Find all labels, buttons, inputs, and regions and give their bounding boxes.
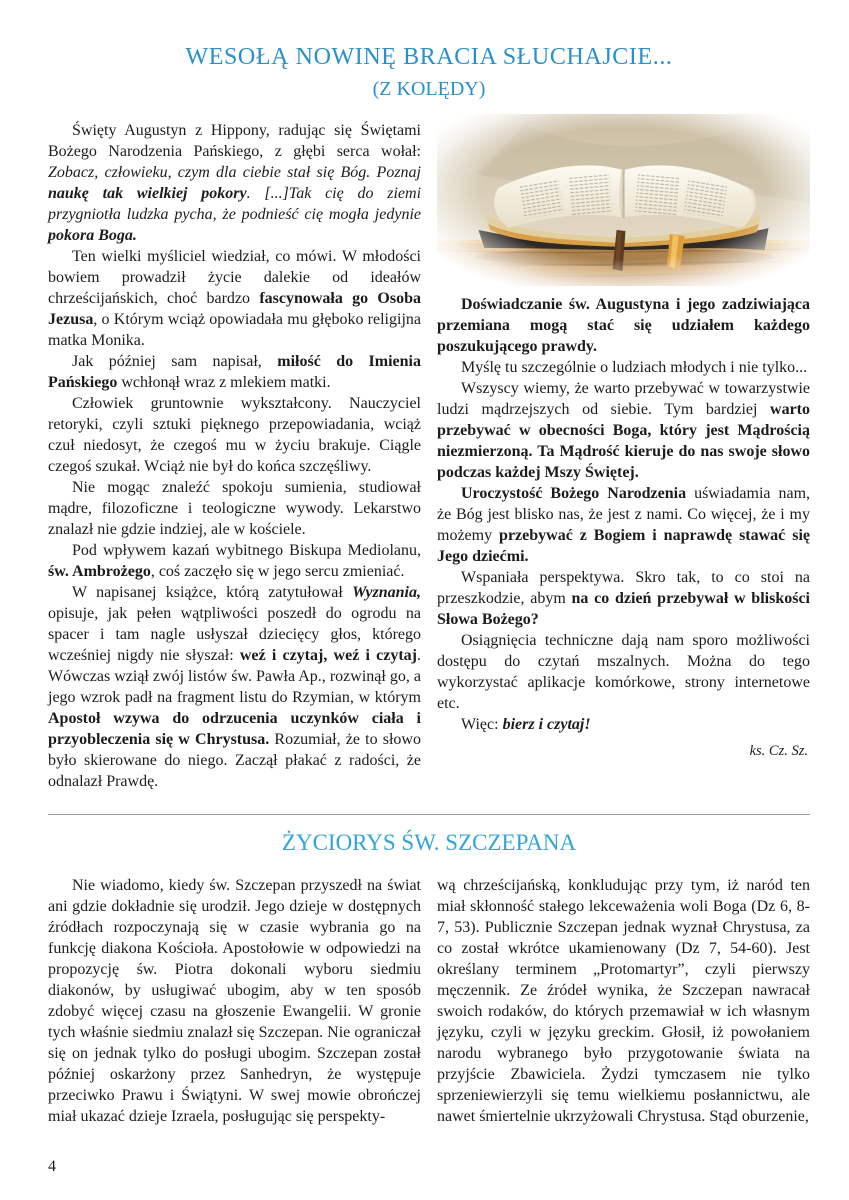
open-bible-image	[437, 114, 810, 286]
section1-left-column	[48, 120, 421, 792]
text-run: fascynowała go Osoba Jezusa	[48, 290, 421, 328]
section-divider	[48, 814, 810, 815]
text-run: Pod wpływem kazań wybitnego Biskupa Mediolanu,	[72, 542, 421, 559]
paragraph	[48, 120, 421, 246]
text-run: Zobacz, człowieku, czym dla ciebie stał się Bóg. Poznaj	[48, 164, 421, 181]
signature: ks. Cz. Sz.	[749, 743, 808, 759]
section2-columns	[48, 875, 810, 1127]
text-run: uświadamia nam, że Bóg jest blisko nas, że jest z nami. Co więcej, że i my możemy	[437, 485, 811, 544]
text-run: Więc:	[461, 716, 503, 733]
paragraph	[437, 567, 810, 630]
paragraph	[437, 378, 810, 483]
text-run: . [...]Tak cię do ziemi przygniotła ludzka pycha, że podnieść cię mogła jedynie	[48, 185, 422, 223]
text-run: , o Którym wciąż opowiadała mu głęboko religijna matka Monika.	[48, 311, 421, 349]
text-run: wchłonął wraz z mlekiem matki.	[117, 374, 331, 391]
text-run: Jak później sam napisał,	[72, 353, 278, 370]
section2-right-column	[437, 875, 810, 1127]
paragraph	[48, 246, 421, 351]
text-run: naukę tak wielkiej pokory	[48, 185, 247, 202]
text-run: Święty Augustyn z Hippony, radując się Świętami Bożego Narodzenia Pańskiego, z głębi serca wołał:	[48, 122, 421, 160]
paragraph	[437, 294, 810, 357]
section1-subtitle: (Z KOLĘDY)	[372, 78, 486, 100]
section2-left-column	[48, 875, 421, 1127]
page-number: 4	[48, 1158, 56, 1175]
text-run: Człowiek gruntownie wykształcony. Nauczyciel retoryki, czyli sztuki pięknego przepowiadania, wciąż czuł niedosyt, że czegoś mu w życiu brakuje. Ciągle czegoś szukał. Wciąż nie był do końca szczęśliwy.	[48, 395, 421, 475]
text-run: Myślę tu szczególnie o ludziach młodych i nie tylko...	[461, 359, 808, 376]
section1-header	[48, 42, 810, 102]
text-run: Osiągnięcia techniczne dają nam sporo możliwości dostępu do czytań mszalnych. Można do tego wykorzystać aplikacje komórkowe, strony internetowe etc.	[437, 632, 810, 712]
text-run: Wyznania,	[352, 584, 421, 601]
text-run: Uroczystość Bożego Narodzenia	[461, 485, 687, 502]
text-run: Nie mogąc znaleźć spokoju sumienia, studiował mądre, filozoficzne i teologiczne wywody. Lekarstwo znalazł nie gdzie indziej, ale w kościele.	[48, 479, 421, 538]
paragraph	[48, 477, 421, 540]
paragraph	[48, 540, 421, 582]
text-run: na co dzień przebywał w bliskości Słowa Bożego?	[437, 590, 810, 628]
paragraph	[437, 357, 810, 378]
text-run: W napisanej książce, którą zatytułował	[72, 584, 353, 601]
paragraph	[48, 393, 421, 477]
paragraph	[437, 630, 810, 714]
paragraph	[437, 875, 810, 1127]
open-bible-illustration	[437, 114, 810, 286]
section1-columns	[48, 120, 810, 792]
text-run: , coś zaczęło się w jego sercu zmieniać.	[150, 563, 405, 580]
paragraph	[437, 714, 810, 735]
text-run: Rozumiał, że to słowo było skierowane do niego. Zaczął płakać z radości, że odnalazł Prawdę.	[48, 731, 421, 790]
paragraph	[437, 483, 810, 567]
text-run: Wszyscy wiemy, że warto przebywać w towarzystwie ludzi mądrzejszych od siebie. Tym bardziej	[437, 380, 810, 418]
text-run: warto przebywać w obecności Boga, który jest Mądrością niezmierzoną. Ta Mądrość kieruje do nas swoje słowo podczas każdej Mszy Świętej.	[437, 401, 810, 481]
text-run: bierz i czytaj!	[502, 716, 591, 733]
section1-title: WESOŁĄ NOWINĘ BRACIA SŁUCHAJCIE...	[185, 44, 673, 70]
text-run: Wspaniała perspektywa. Skro tak, to co stoi na przeszkodzie, abym	[437, 569, 810, 607]
paragraph	[48, 582, 421, 792]
paragraph	[48, 875, 421, 1127]
text-run: . Wówczas wziął zwój listów św. Pawła Ap., rozwinął go, a jego wzrok padł na fragment listu do Rzymian, w którym	[48, 647, 422, 706]
text-run: Nie wiadomo, kiedy św. Szczepan przyszedł na świat ani gdzie dokładnie się urodził. Jego dzieje w dostępnych źródłach rozpoczynają się w czasie wybrania go na funkcję diakona Kościoła. Apostołowie w odpowiedzi na propozycję św. Piotra dokonali wyboru siedmiu diakonów, by usługiwać ubogim, aby w ten sposób zdobyć więcej czasu na głoszenie Ewangelii. W gronie tych właśnie siedmiu znalazł się Szczepan. Nie ograniczał się on jednak tylko do posługi ubogim. Szczepan został później oskarżony przez Sanhedryn, że występuje przeciwko Prawu i Świątyni. W swej mowie obrończej miał ukazać dzieje Izraela, posługując się perspekty-	[48, 877, 421, 1125]
text-run: przebywać z Bogiem i naprawdę stawać się Jego dziećmi.	[437, 527, 811, 565]
text-run: Apostoł wzywa do odrzucenia uczynków ciała i przyobleczenia się w Chrystusa.	[48, 710, 421, 748]
text-run: św. Ambrożego	[48, 563, 151, 580]
text-run: wą chrześcijańską, konkludując przy tym, iż naród ten miał skłonność stałego lekceważenia woli Boga (Dz 6, 8-7, 53). Publicznie Szczepan jednak wyznał Chrystusa, za co został wkrótce ukamienowany (Dz 7, 54-60). Jest określany terminem „Protomartyr”, czyli pierwszy męczennik. Ze źródeł wynika, że Szczepan nawracał swoich rodaków, do których przemawiał w ich własnym języku, czyli w języku greckim. Głosił, iż powołaniem narodu wybranego było przygotowanie świata na przyjście Zbawiciela. Żydzi tymczasem nie tylko sprzeniewierzyli się temu wielkiemu posłannictwu, ale nawet śmiertelnie ukrzyżowali Chrystusa. Stąd oburzenie,	[437, 877, 810, 1125]
text-run: Doświadczanie św. Augustyna i jego zadziwiająca przemiana mogą stać się udziałem każdego poszukującego prawdy.	[437, 296, 810, 355]
text-run: miłość do Imienia Pańskiego	[48, 353, 422, 391]
text-run: pokora Boga.	[48, 227, 137, 244]
paragraph	[48, 351, 421, 393]
section2-title: ŻYCIORYS ŚW. SZCZEPANA	[281, 830, 577, 855]
text-run: opisuje, jak pełen wątpliwości poszedł do ogrodu na spacer i tam nagle usłyszał dziecięcy głos, którego wcześniej nigdy nie słyszał:	[48, 605, 421, 664]
section1-right-paragraphs	[437, 294, 810, 735]
section1-right-column	[437, 120, 810, 792]
text-run: Ten wielki myśliciel wiedział, co mówi. W młodości bowiem prowadził życie dalekie od ideałów chrześcijańskich, choć bardzo	[48, 248, 421, 307]
text-run: weź i czytaj, weź i czytaj	[239, 647, 418, 664]
